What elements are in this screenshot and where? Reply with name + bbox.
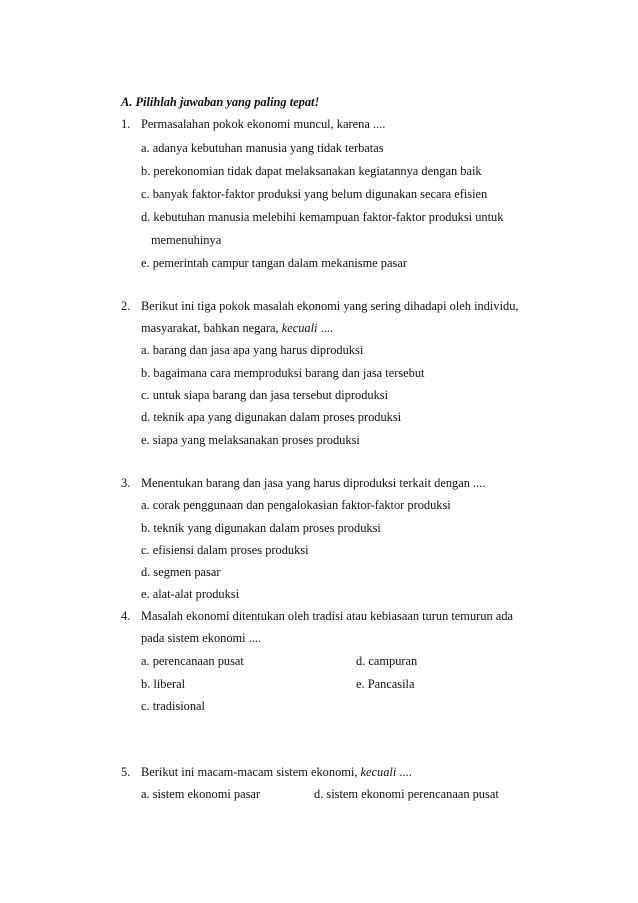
- question-5-text-start: Berikut ini macam-macam sistem ekonomi,: [141, 765, 361, 779]
- question-5-option-d: d. sistem ekonomi perencanaan pusat: [314, 787, 499, 801]
- question-4-number: 4.: [121, 609, 131, 623]
- question-1-option-b: b. perekonomian tidak dapat melaksanakan kegiatannya dengan baik: [141, 164, 482, 178]
- question-2-option-e: e. siapa yang melaksanakan proses produksi: [141, 433, 360, 447]
- question-1-option-e: e. pemerintah campur tangan dalam mekanisme pasar: [141, 256, 407, 270]
- question-3-option-b: b. teknik yang digunakan dalam proses produksi: [141, 521, 381, 535]
- question-5-kecuali: kecuali: [360, 765, 397, 779]
- question-1-number: 1.: [121, 117, 131, 131]
- question-2-text-line2: [141, 320, 333, 336]
- question-5-number: 5.: [121, 765, 131, 779]
- question-2-text-line1: Berikut ini tiga pokok masalah ekonomi yang sering dihadapi oleh individu,: [141, 299, 519, 313]
- question-5-text-end: ....: [396, 765, 412, 779]
- question-2-option-b: b. bagaimana cara memproduksi barang dan jasa tersebut: [141, 366, 425, 380]
- question-4-option-d: d. campuran: [356, 654, 418, 668]
- question-4-option-c: c. tradisional: [141, 699, 205, 713]
- question-3-option-a: a. corak penggunaan dan pengalokasian faktor-faktor produksi: [141, 498, 451, 512]
- question-4-option-e: e. Pancasila: [356, 677, 415, 691]
- question-2-option-a: a. barang dan jasa apa yang harus diproduksi: [141, 343, 364, 357]
- question-3-number: 3.: [121, 476, 131, 490]
- question-2-kecuali: kecuali: [281, 321, 318, 335]
- question-1-text: Permasalahan pokok ekonomi muncul, karena ....: [141, 117, 386, 131]
- question-2-option-d: d. teknik apa yang digunakan dalam proses produksi: [141, 410, 402, 424]
- question-1-option-a: a. adanya kebutuhan manusia yang tidak terbatas: [141, 141, 384, 155]
- question-5-option-a: a. sistem ekonomi pasar: [141, 787, 261, 801]
- question-3-text: Menentukan barang dan jasa yang harus diproduksi terkait dengan ....: [141, 476, 486, 490]
- question-2-number: 2.: [121, 299, 131, 313]
- question-4-text-line1: Masalah ekonomi ditentukan oleh tradisi atau kebiasaan turun temurun ada: [141, 609, 513, 623]
- question-2-text-line2-start: masyarakat, bahkan negara,: [141, 321, 282, 335]
- question-2-option-c: c. untuk siapa barang dan jasa tersebut diproduksi: [141, 388, 389, 402]
- section-heading: A. Pilihlah jawaban yang paling tepat!: [121, 95, 320, 109]
- question-3-option-c: c. efisiensi dalam proses produksi: [141, 543, 309, 557]
- question-4-option-a: a. perencanaan pusat: [141, 654, 244, 668]
- question-1-option-c: c. banyak faktor-faktor produksi yang belum digunakan secara efisien: [141, 187, 488, 201]
- question-3-option-d: d. segmen pasar: [141, 565, 221, 579]
- question-2-text-line2-end: ....: [317, 321, 333, 335]
- question-3-option-e: e. alat-alat produksi: [141, 587, 240, 601]
- question-4-option-b: b. liberal: [141, 677, 186, 691]
- question-1-option-d-continued: memenuhinya: [151, 233, 222, 247]
- question-1-option-d: d. kebutuhan manusia melebihi kemampuan faktor-faktor produksi untuk: [141, 210, 504, 224]
- question-4-text-line2: pada sistem ekonomi ....: [141, 631, 262, 645]
- question-5-text: [141, 764, 412, 780]
